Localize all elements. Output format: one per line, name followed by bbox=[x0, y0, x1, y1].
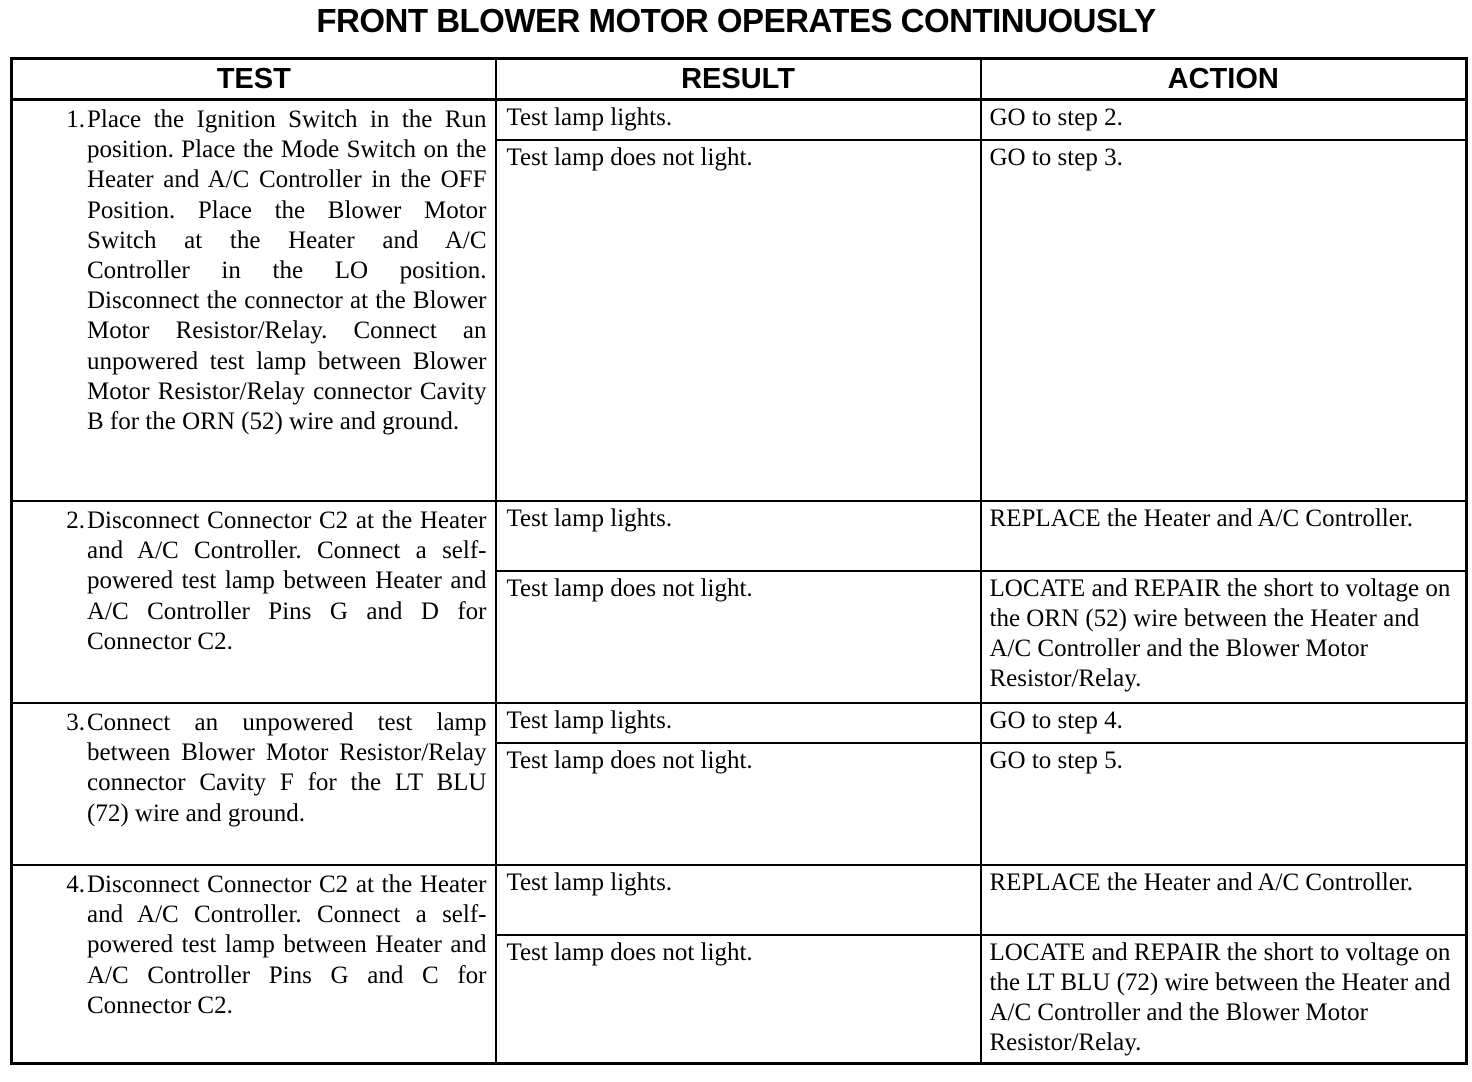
result-cell: Test lamp lights. bbox=[496, 501, 981, 571]
step-number: 3. bbox=[66, 709, 85, 736]
test-cell bbox=[12, 865, 496, 1063]
action-cell: LOCATE and REPAIR the short to voltage on the ORN (52) wire between the Heater and A/C Controller and the Blower Motor Resistor/Relay. bbox=[981, 571, 1467, 703]
test-text: Disconnect Connector C2 at the Heater and A/C Controller. Connect a self-powered test lamp between Heater and A/C Controller Pins G and D for Connector C2. bbox=[87, 507, 487, 655]
result-cell: Test lamp does not light. bbox=[496, 140, 981, 501]
action-cell: LOCATE and REPAIR the short to voltage on the LT BLU (72) wire between the Heater and A/C Controller and the Blower Motor Resistor/Relay. bbox=[981, 935, 1467, 1063]
action-cell: REPLACE the Heater and A/C Controller. bbox=[981, 865, 1467, 935]
action-cell: REPLACE the Heater and A/C Controller. bbox=[981, 501, 1467, 571]
test-text: Connect an unpowered test lamp between Blower Motor Resistor/Relay connector Cavity F for the LT BLU (72) wire and ground. bbox=[87, 709, 487, 827]
step-number: 2. bbox=[66, 507, 85, 534]
test-cell bbox=[12, 703, 496, 865]
result-cell: Test lamp does not light. bbox=[496, 571, 981, 703]
test-cell bbox=[12, 501, 496, 703]
result-cell: Test lamp lights. bbox=[496, 100, 981, 141]
diagnostic-table bbox=[10, 57, 1468, 1065]
result-cell: Test lamp lights. bbox=[496, 865, 981, 935]
table-header-row bbox=[12, 59, 1467, 100]
header-result: RESULT bbox=[496, 59, 981, 100]
table-row bbox=[12, 501, 1467, 571]
header-test: TEST bbox=[12, 59, 496, 100]
test-cell bbox=[12, 100, 496, 502]
step-number: 1. bbox=[66, 106, 85, 133]
result-cell: Test lamp lights. bbox=[496, 703, 981, 743]
header-action: ACTION bbox=[981, 59, 1467, 100]
action-cell: GO to step 3. bbox=[981, 140, 1467, 501]
table-row bbox=[12, 865, 1467, 935]
result-cell: Test lamp does not light. bbox=[496, 935, 981, 1063]
result-cell: Test lamp does not light. bbox=[496, 743, 981, 865]
step-number: 4. bbox=[66, 871, 85, 898]
page-title: FRONT BLOWER MOTOR OPERATES CONTINUOUSLY bbox=[316, 2, 1156, 39]
action-cell: GO to step 5. bbox=[981, 743, 1467, 865]
action-cell: GO to step 4. bbox=[981, 703, 1467, 743]
table-row bbox=[12, 703, 1467, 743]
test-text: Disconnect Connector C2 at the Heater and A/C Controller. Connect a self-powered test lamp between Heater and A/C Controller Pins G and C for Connector C2. bbox=[87, 871, 487, 1019]
table-row bbox=[12, 100, 1467, 141]
test-text: Place the Ignition Switch in the Run position. Place the Mode Switch on the Heater and A/C Controller in the OFF Position. Place the Blower Motor Switch at the Heater and A/C Controller in the LO position. Disconnect the connector at the Blower Motor Resistor/Relay. Connect an unpowered test lamp between Blower Motor Resistor/Relay connector Cavity B for the ORN (52) wire and ground. bbox=[87, 106, 487, 436]
action-cell: GO to step 2. bbox=[981, 100, 1467, 141]
